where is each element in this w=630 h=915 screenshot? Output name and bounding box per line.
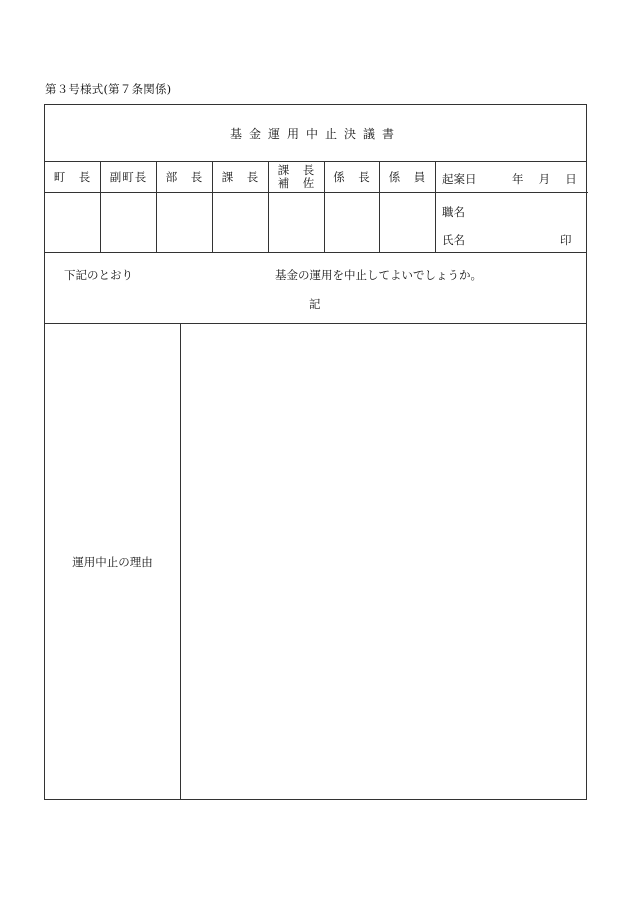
approval-stamp-box[interactable] (157, 193, 212, 253)
reason-label: 運用中止の理由 (45, 324, 181, 799)
approver-column-deputy-mayor (101, 162, 157, 253)
draft-date-label: 起案日 (442, 172, 477, 186)
notice-intro: 下記のとおり (64, 268, 133, 282)
reason-row (45, 324, 586, 799)
approver-title: 課 長 補 佐 (269, 162, 324, 193)
approver-column-mayor (45, 162, 101, 253)
approver-column-section-chief (213, 162, 269, 253)
approval-stamp-box[interactable] (213, 193, 268, 253)
form-title-row (45, 105, 586, 162)
approver-column-staff (380, 162, 436, 253)
decision-form (44, 104, 587, 800)
notice-message: 基金の運用を中止してよいでしょうか。 (275, 268, 482, 282)
drafter-info (436, 193, 588, 253)
approver-title: 係 長 (325, 162, 379, 193)
form-title: 基金運用中止決議書 (229, 126, 401, 141)
approval-stamp-box[interactable] (45, 193, 100, 253)
approval-stamp-box[interactable] (269, 193, 324, 253)
approver-title: 町 長 (45, 162, 100, 193)
ki-mark: 記 (309, 297, 321, 311)
draft-date-row (436, 162, 588, 193)
drafter-cell (436, 162, 588, 253)
approver-column-subsection-chief (325, 162, 380, 253)
approval-table (45, 162, 586, 253)
seal-mark: 印 (560, 233, 572, 247)
approver-title: 部 長 (157, 162, 212, 193)
approver-column-assistant-chief (269, 162, 325, 253)
approval-stamp-box[interactable] (325, 193, 379, 253)
approval-stamp-box[interactable] (101, 193, 156, 253)
reason-content-field[interactable] (181, 324, 586, 799)
approver-title: 係 員 (380, 162, 435, 193)
approver-title: 課 長 (213, 162, 268, 193)
notice-row (45, 253, 586, 324)
name-label: 氏名 (442, 233, 465, 247)
post-label: 職名 (442, 205, 465, 219)
approver-column-department-head (157, 162, 213, 253)
approver-title: 副町長 (101, 162, 156, 193)
draft-date-field[interactable]: 年 月 日 (512, 172, 577, 186)
approval-stamp-box[interactable] (380, 193, 435, 253)
form-number-caption: 第３号様式(第７条関係) (45, 82, 172, 96)
